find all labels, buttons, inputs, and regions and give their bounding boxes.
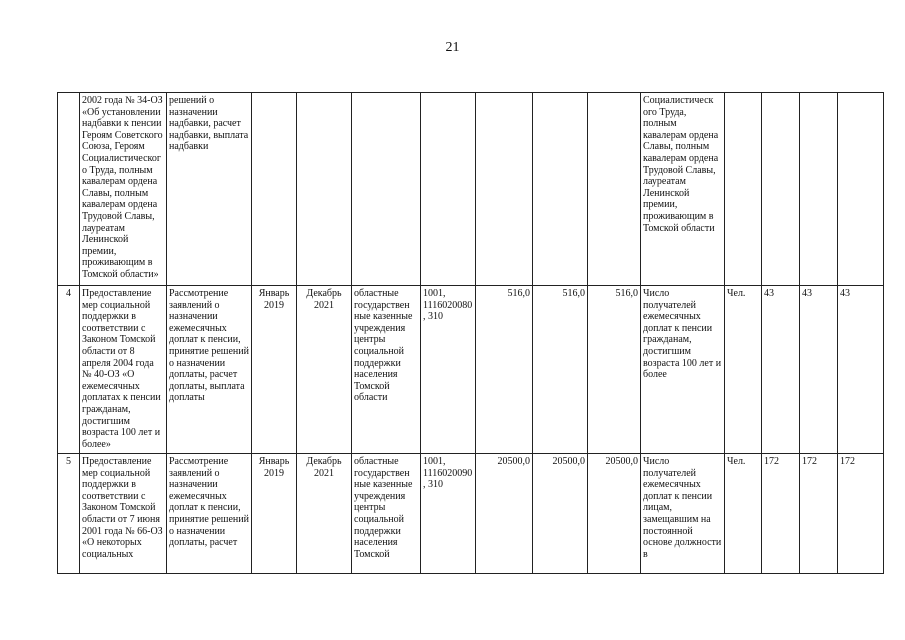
executor xyxy=(352,93,421,286)
funding-2019: 516,0 xyxy=(476,286,533,454)
funding-2020: 516,0 xyxy=(533,286,588,454)
unit: Чел. xyxy=(725,454,762,574)
target-2019 xyxy=(762,93,800,286)
row-number: 5 xyxy=(58,454,80,574)
funding-2021: 516,0 xyxy=(588,286,641,454)
target-2020 xyxy=(800,93,838,286)
target-2020: 43 xyxy=(800,286,838,454)
event-actions: решений о назначении надбавки, расчет надбавки, выплата надбавки xyxy=(167,93,252,286)
page-number: 21 xyxy=(445,40,460,55)
end-date: Декабрь 2021 xyxy=(297,286,352,454)
budget-code: 1001, 1116020090, 310 xyxy=(421,454,476,574)
budget-code: 1001, 1116020080, 310 xyxy=(421,286,476,454)
indicator-name: Социалистическ ого Труда, полным кавалерам ордена Славы, полным кавалерам ордена Трудовой Славы, лауреатам Ленинской премии, проживающим в Томской области xyxy=(641,93,725,286)
funding-2019: 20500,0 xyxy=(476,454,533,574)
start-date: Январь 2019 xyxy=(252,286,297,454)
funding-2019 xyxy=(476,93,533,286)
table-row xyxy=(58,454,884,574)
row-number: 4 xyxy=(58,286,80,454)
row-number xyxy=(58,93,80,286)
target-2019: 172 xyxy=(762,454,800,574)
target-2021 xyxy=(838,93,884,286)
end-date xyxy=(297,93,352,286)
executor: областные государствен ные казенные учреждения центры социальной поддержки населения Томской области xyxy=(352,286,421,454)
funding-2021: 20500,0 xyxy=(588,454,641,574)
unit: Чел. xyxy=(725,286,762,454)
event-actions: Рассмотрение заявлений о назначении ежемесячных доплат к пенсии, принятие решений о назначении доплаты, расчет доплаты, выплата доплаты xyxy=(167,286,252,454)
table-row xyxy=(58,286,884,454)
funding-2021 xyxy=(588,93,641,286)
event-name: Предоставление мер социальной поддержки в соответствии с Законом Томской области от 7 июня 2001 года № 66-ОЗ «О некоторых социальных xyxy=(80,454,167,574)
unit xyxy=(725,93,762,286)
target-2019: 43 xyxy=(762,286,800,454)
funding-2020: 20500,0 xyxy=(533,454,588,574)
table-row xyxy=(58,93,884,286)
event-actions: Рассмотрение заявлений о назначении ежемесячных доплат к пенсии, принятие решений о назначении доплаты, расчет xyxy=(167,454,252,574)
budget-code xyxy=(421,93,476,286)
target-2021: 43 xyxy=(838,286,884,454)
indicator-name: Число получателей ежемесячных доплат к пенсии гражданам, достигшим возраста 100 лет и более xyxy=(641,286,725,454)
indicator-name: Число получателей ежемесячных доплат к пенсии лицам, замещавшим на постоянной основе должности в xyxy=(641,454,725,574)
event-name: 2002 года № 34-ОЗ «Об установлении надбавки к пенсии Героям Советского Союза, Героям Социалистического Труда, полным кавалерам ордена Славы, полным кавалерам ордена Трудовой Славы, лауреатам Ленинской премии, проживающим в Томской области» xyxy=(80,93,167,286)
event-name: Предоставление мер социальной поддержки в соответствии с Законом Томской области от 8 апреля 2004 года № 40-ОЗ «О ежемесячных доплатах к пенсии гражданам, достигшим возраста 100 лет и более» xyxy=(80,286,167,454)
program-table xyxy=(57,92,884,574)
funding-2020 xyxy=(533,93,588,286)
executor: областные государствен ные казенные учреждения центры социальной поддержки населения Томской xyxy=(352,454,421,574)
target-2021: 172 xyxy=(838,454,884,574)
start-date: Январь 2019 xyxy=(252,454,297,574)
start-date xyxy=(252,93,297,286)
target-2020: 172 xyxy=(800,454,838,574)
end-date: Декабрь 2021 xyxy=(297,454,352,574)
